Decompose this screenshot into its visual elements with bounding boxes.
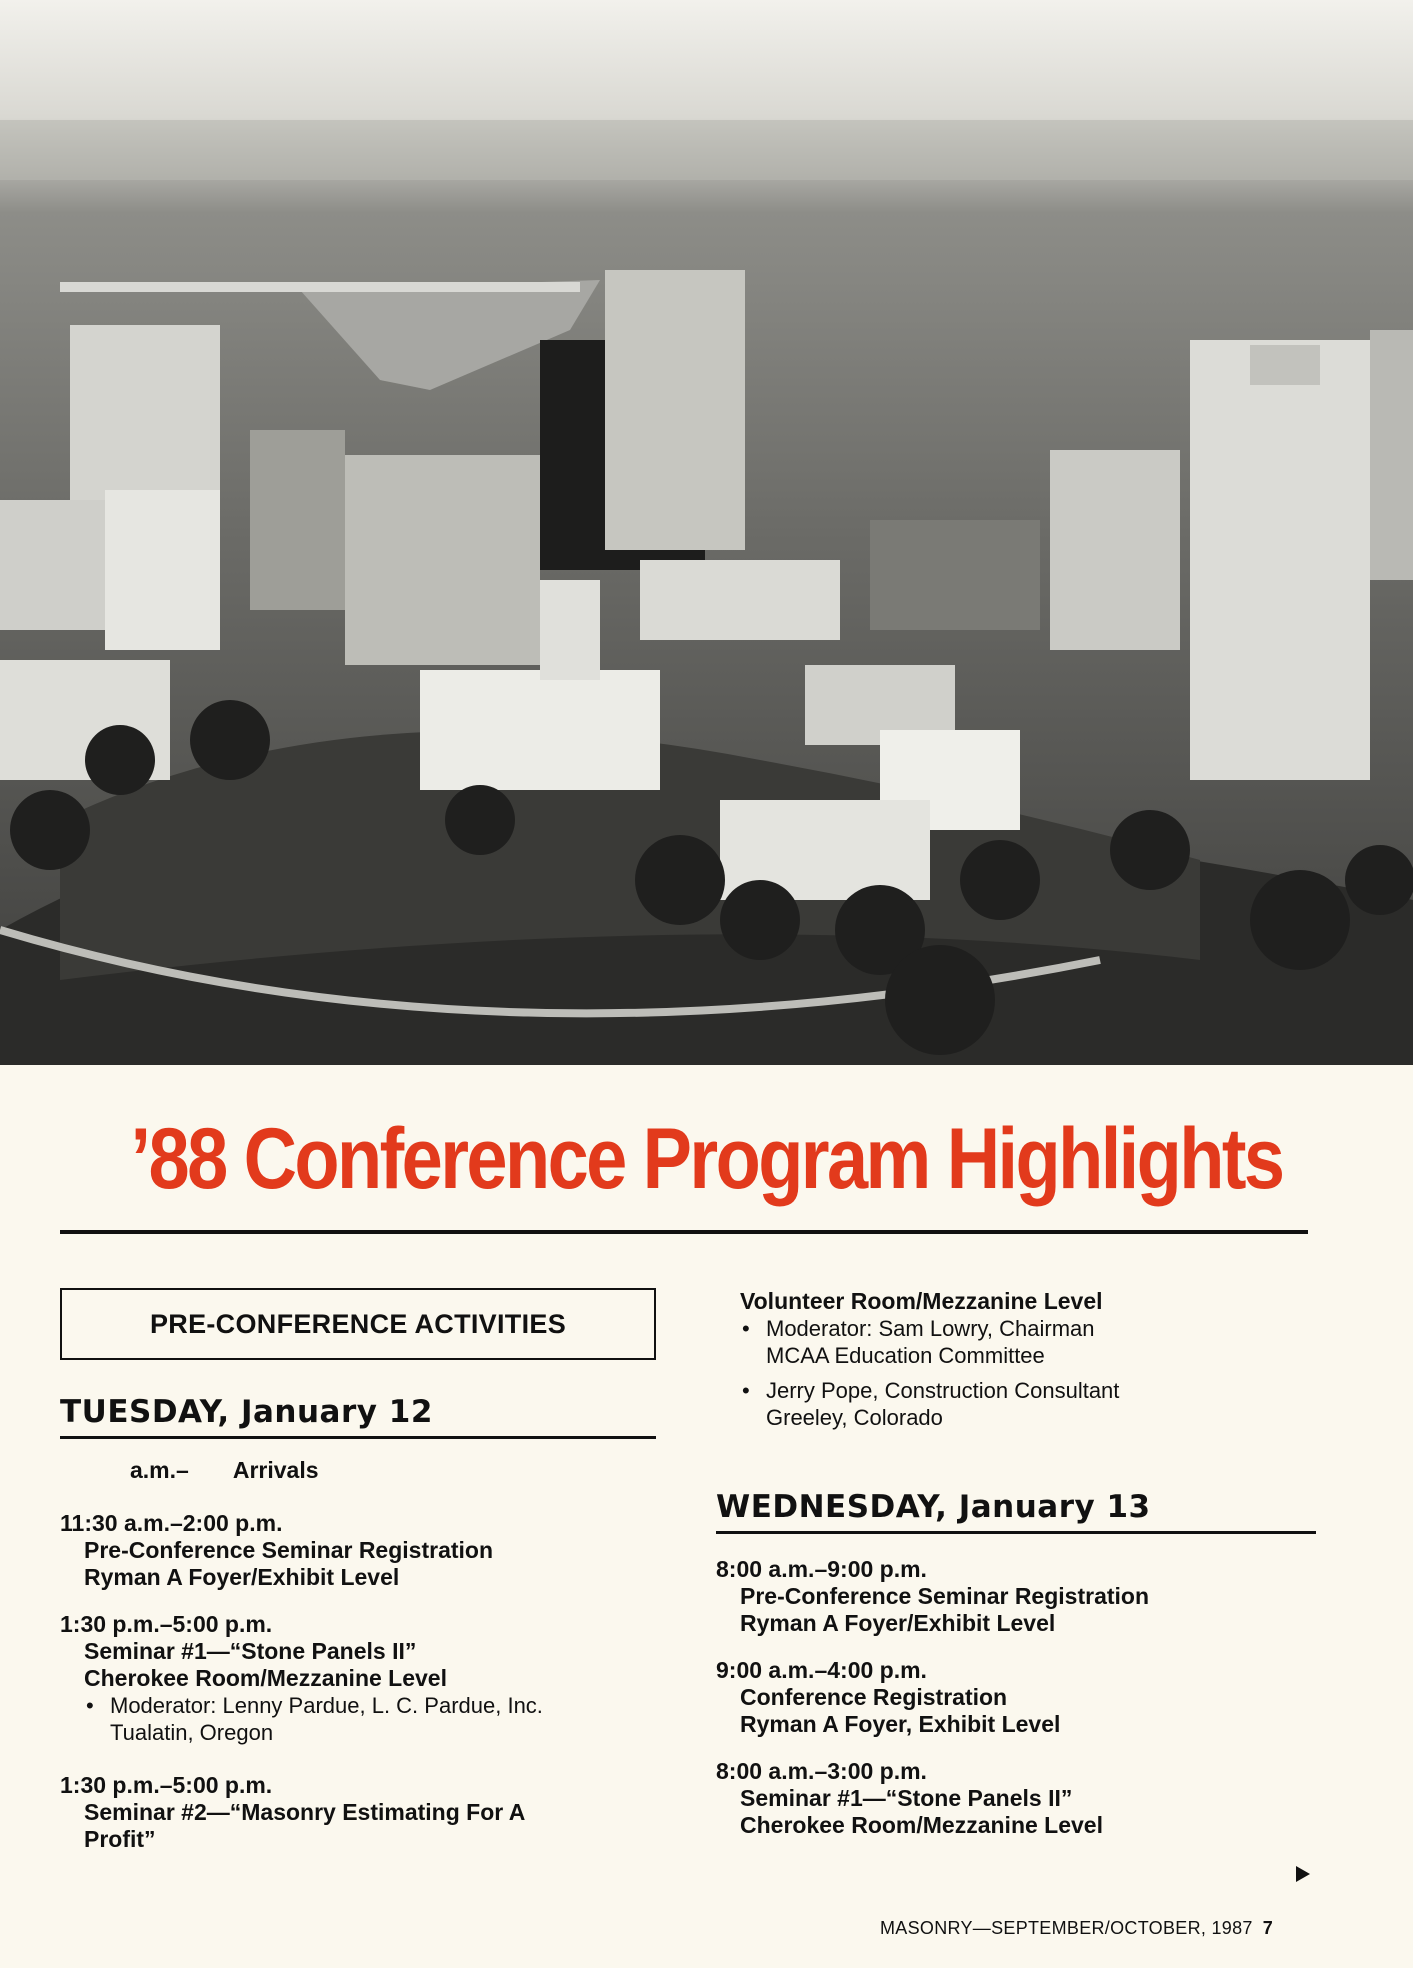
- event-title: Seminar #1—“Stone Panels II”: [740, 1785, 1073, 1811]
- event-location: Cherokee Room/Mezzanine Level: [740, 1812, 1103, 1838]
- arrivals-label: Arrivals: [232, 1457, 319, 1483]
- event-title: Seminar #1—“Stone Panels II”: [84, 1638, 417, 1664]
- page-number: 7: [1262, 1918, 1274, 1938]
- speaker-bullet: • Jerry Pope, Construction Consultant Greeley, Colorado: [742, 1378, 1120, 1430]
- schedule-item: [60, 1611, 656, 1746]
- left-column: [60, 1288, 656, 1853]
- schedule-item: [716, 1758, 1316, 1839]
- bullet-icon: •: [86, 1693, 94, 1718]
- arrivals-time: a.m.–: [130, 1457, 189, 1483]
- right-column: [716, 1288, 1316, 1839]
- bullet-icon: •: [742, 1378, 750, 1403]
- schedule-item: [716, 1556, 1316, 1637]
- event-location: Cherokee Room/Mezzanine Level: [84, 1665, 447, 1691]
- tuesday-heading: TUESDAY, January 12: [60, 1394, 656, 1439]
- title-divider: [60, 1230, 1308, 1234]
- event-location: Ryman A Foyer, Exhibit Level: [740, 1711, 1061, 1737]
- moderator-bullet: • Moderator: Sam Lowry, Chairman MCAA Education Committee: [742, 1316, 1095, 1368]
- event-time: 8:00 a.m.–9:00 p.m.: [716, 1556, 927, 1582]
- page-title: ’88 Conference Program Highlights: [130, 1111, 1283, 1207]
- event-title: Pre-Conference Seminar Registration: [84, 1537, 494, 1563]
- event-time: 9:00 a.m.–4:00 p.m.: [716, 1657, 927, 1683]
- continue-arrow-icon: [1296, 1866, 1310, 1882]
- event-title-cont: Profit”: [84, 1826, 156, 1852]
- wednesday-heading: WEDNESDAY, January 13: [716, 1489, 1316, 1534]
- event-title: Seminar #2—“Masonry Estimating For A: [84, 1799, 526, 1825]
- event-time: 8:00 a.m.–3:00 p.m.: [716, 1758, 927, 1784]
- bullet-icon: •: [742, 1316, 750, 1341]
- arrivals-row: [60, 1457, 656, 1484]
- event-location: Volunteer Room/Mezzanine Level: [740, 1288, 1103, 1314]
- event-time: 1:30 p.m.–5:00 p.m.: [60, 1611, 273, 1637]
- schedule-item: [60, 1510, 656, 1591]
- moderator-bullet: • Moderator: Lenny Pardue, L. C. Pardue, Inc. Tualatin, Oregon: [86, 1693, 543, 1745]
- event-time: 1:30 p.m.–5:00 p.m.: [60, 1772, 273, 1798]
- event-title: Conference Registration: [740, 1684, 1008, 1710]
- event-time: 11:30 a.m.–2:00 p.m.: [60, 1510, 283, 1536]
- schedule-item: [60, 1772, 656, 1853]
- event-location: Ryman A Foyer/Exhibit Level: [740, 1610, 1056, 1636]
- page-footer: [880, 1918, 1273, 1939]
- pre-conference-heading: PRE-CONFERENCE ACTIVITIES: [60, 1288, 656, 1360]
- event-location: Ryman A Foyer/Exhibit Level: [84, 1564, 400, 1590]
- footer-text: MASONRY—SEPTEMBER/OCTOBER, 1987: [880, 1918, 1253, 1938]
- event-title: Pre-Conference Seminar Registration: [740, 1583, 1150, 1609]
- schedule-item: [716, 1657, 1316, 1738]
